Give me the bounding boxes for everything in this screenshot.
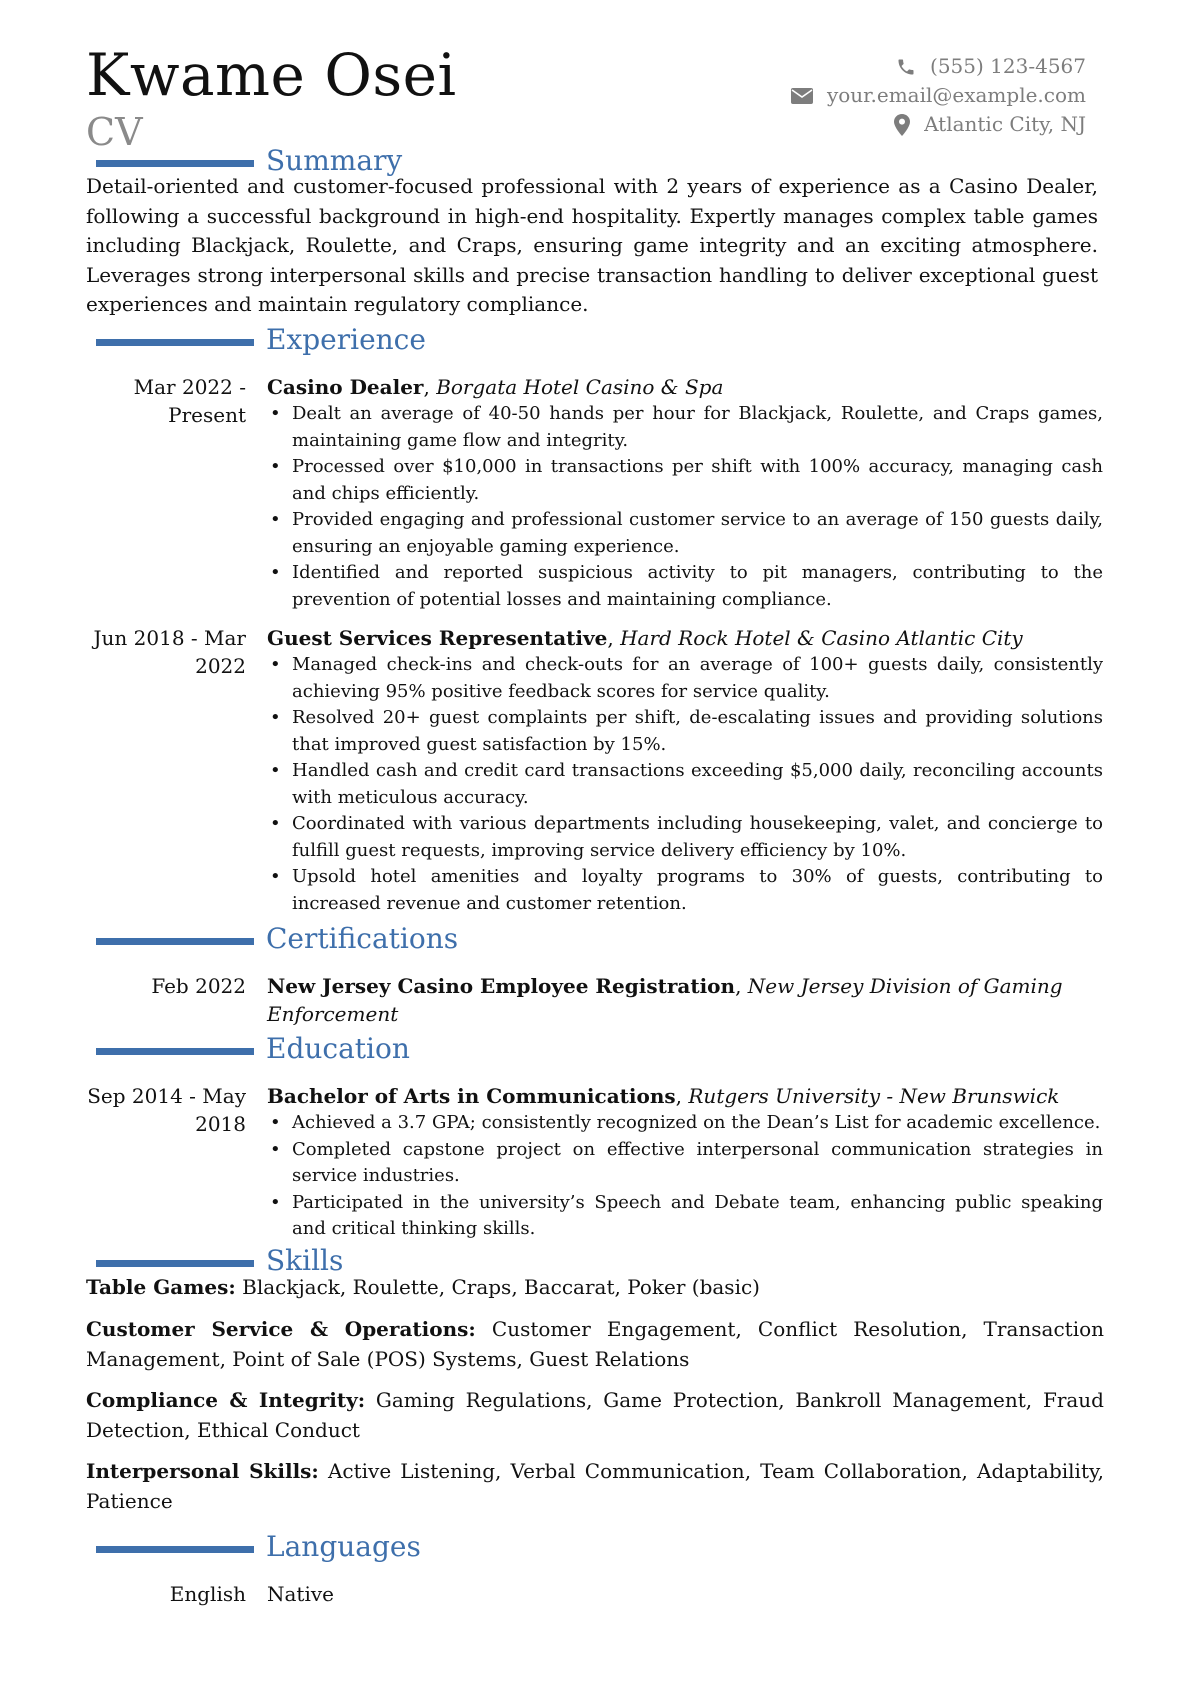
contact-email	[791, 81, 1086, 110]
section-title: Certifications	[266, 922, 459, 955]
employer: Hard Rock Hotel & Casino Atlantic City	[620, 626, 1023, 650]
experience-entry	[267, 624, 1103, 917]
section-rule	[96, 1260, 254, 1267]
list-item: • Handled cash and credit card transactions exceeding $5,000 daily, reconciling accounts with meticulous accuracy.	[267, 758, 1103, 811]
section-title: Languages	[266, 1530, 421, 1563]
skill-label: Table Games:	[86, 1275, 236, 1299]
map-marker-icon	[894, 114, 910, 136]
section-rule	[96, 1546, 254, 1553]
candidate-name: Kwame Osei	[86, 41, 457, 109]
section-title: Skills	[266, 1244, 344, 1277]
employer: Borgata Hotel Casino & Spa	[436, 375, 724, 399]
skill-label: Interpersonal Skills:	[86, 1459, 319, 1483]
section-rule	[96, 1048, 254, 1055]
degree-title: Bachelor of Arts in Communications	[267, 1084, 676, 1108]
list-item: • Managed check-ins and check-outs for an average of 100+ guests daily, consistently achieving 95% positive feedback scores for service quality.	[267, 652, 1103, 705]
skill-group	[86, 1315, 1104, 1374]
date-end: 2022	[195, 654, 246, 678]
skill-values: Customer Engagement, Conflict Resolution, Transaction Management, Point of Sale (POS) Systems, Guest Relations	[86, 1317, 1105, 1371]
entry-heading: New Jersey Casino Employee Registration, New Jersey Division of Gaming Enforcement	[267, 974, 1063, 1026]
contact-location	[791, 110, 1086, 139]
certification-entry	[267, 972, 1103, 1028]
email-address[interactable]: your.email@example.com	[826, 83, 1086, 107]
list-item: • Achieved a 3.7 GPA; consistently recognized on the Dean’s List for academic excellence.	[267, 1110, 1103, 1137]
responsibility-list	[267, 652, 1103, 917]
date-start: Mar 2022 -	[133, 375, 246, 399]
responsibility-list	[267, 401, 1103, 613]
section-title: Summary	[266, 144, 403, 177]
list-item: • Coordinated with various departments including housekeeping, valet, and concierge to fulfill guest requests, improving service delivery efficiency by 10%.	[267, 811, 1103, 864]
education-date	[86, 1082, 246, 1138]
list-item: • Completed capstone project on effective interpersonal communication strategies in service industries.	[267, 1137, 1103, 1190]
skill-group	[86, 1457, 1104, 1516]
entry-heading: Guest Services Representative, Hard Rock Hotel & Casino Atlantic City	[267, 626, 1023, 650]
list-item: • Upsold hotel amenities and loyalty programs to 30% of guests, contributing to increased revenue and customer retention.	[267, 864, 1103, 917]
job-title: Casino Dealer	[267, 375, 424, 399]
skill-group	[86, 1386, 1104, 1445]
contact-block	[791, 52, 1086, 139]
list-item: • Processed over $10,000 in transactions per shift with 100% accuracy, managing cash and chips efficiently.	[267, 454, 1103, 507]
achievement-list	[267, 1110, 1103, 1243]
contact-phone	[791, 52, 1086, 81]
phone-number[interactable]: (555) 123-4567	[930, 54, 1086, 78]
date-start: Jun 2018 - Mar	[93, 626, 246, 650]
skill-label: Compliance & Integrity:	[86, 1388, 366, 1412]
skill-group	[86, 1273, 1104, 1303]
phone-icon	[896, 57, 916, 77]
experience-entry	[267, 373, 1103, 613]
education-entry	[267, 1082, 1103, 1243]
skill-values: Gaming Regulations, Game Protection, Bankroll Management, Fraud Detection, Ethical Conduct	[86, 1388, 1104, 1442]
section-rule	[96, 938, 254, 945]
certification-title: New Jersey Casino Employee Registration	[267, 974, 736, 998]
language-entry	[267, 1580, 1103, 1608]
envelope-icon	[791, 88, 813, 104]
section-title: Experience	[266, 323, 426, 356]
language-name: English	[169, 1582, 246, 1606]
section-rule	[96, 339, 254, 346]
skill-values: Blackjack, Roulette, Craps, Baccarat, Poker (basic)	[242, 1275, 760, 1299]
list-item: • Participated in the university’s Speech and Debate team, enhancing public speaking and critical thinking skills.	[267, 1190, 1103, 1243]
issuer: New Jersey Division of Gaming Enforcement	[267, 974, 1063, 1026]
section-title: Education	[266, 1032, 410, 1065]
list-item: • Provided engaging and professional customer service to an average of 150 guests daily, ensuring an enjoyable gaming experience.	[267, 507, 1103, 560]
job-title: Guest Services Representative	[267, 626, 608, 650]
date-start: Sep 2014 - May	[87, 1084, 246, 1108]
location-text: Atlantic City, NJ	[924, 112, 1086, 136]
list-item: • Dealt an average of 40-50 hands per hour for Blackjack, Roulette, and Craps games, maintaining game flow and integrity.	[267, 401, 1103, 454]
entry-heading: Casino Dealer, Borgata Hotel Casino & Spa	[267, 375, 724, 399]
institution: Rutgers University - New Brunswick	[688, 1084, 1060, 1108]
experience-date	[86, 373, 246, 429]
entry-heading: Bachelor of Arts in Communications, Rutgers University - New Brunswick	[267, 1084, 1060, 1108]
certification-date: Feb 2022	[151, 974, 246, 998]
list-item: • Resolved 20+ guest complaints per shift, de-escalating issues and providing solutions that improved guest satisfaction by 15%.	[267, 705, 1103, 758]
skill-label: Customer Service & Operations:	[86, 1317, 476, 1341]
document-subtitle: CV	[86, 110, 143, 154]
date-end: 2018	[195, 1112, 246, 1136]
language-level: Native	[267, 1582, 334, 1606]
section-rule	[96, 160, 254, 167]
date-end: Present	[168, 403, 246, 427]
experience-date	[86, 624, 246, 680]
summary-text: Detail-oriented and customer-focused professional with 2 years of experience as a Casino Dealer, following a successful background in high-end hospitality. Expertly manages complex table games including Blackjack, Roulette, and Craps, ensuring game integrity and an exciting atmosphere. Leverages strong interpersonal skills and precise transaction handling to deliver exceptional guest experiences and maintain regulatory compliance.	[86, 174, 1098, 317]
skill-values: Active Listening, Verbal Communication, Team Collaboration, Adaptability, Patience	[86, 1459, 1104, 1513]
list-item: • Identified and reported suspicious activity to pit managers, contributing to the prevention of potential losses and maintaining compliance.	[267, 560, 1103, 613]
